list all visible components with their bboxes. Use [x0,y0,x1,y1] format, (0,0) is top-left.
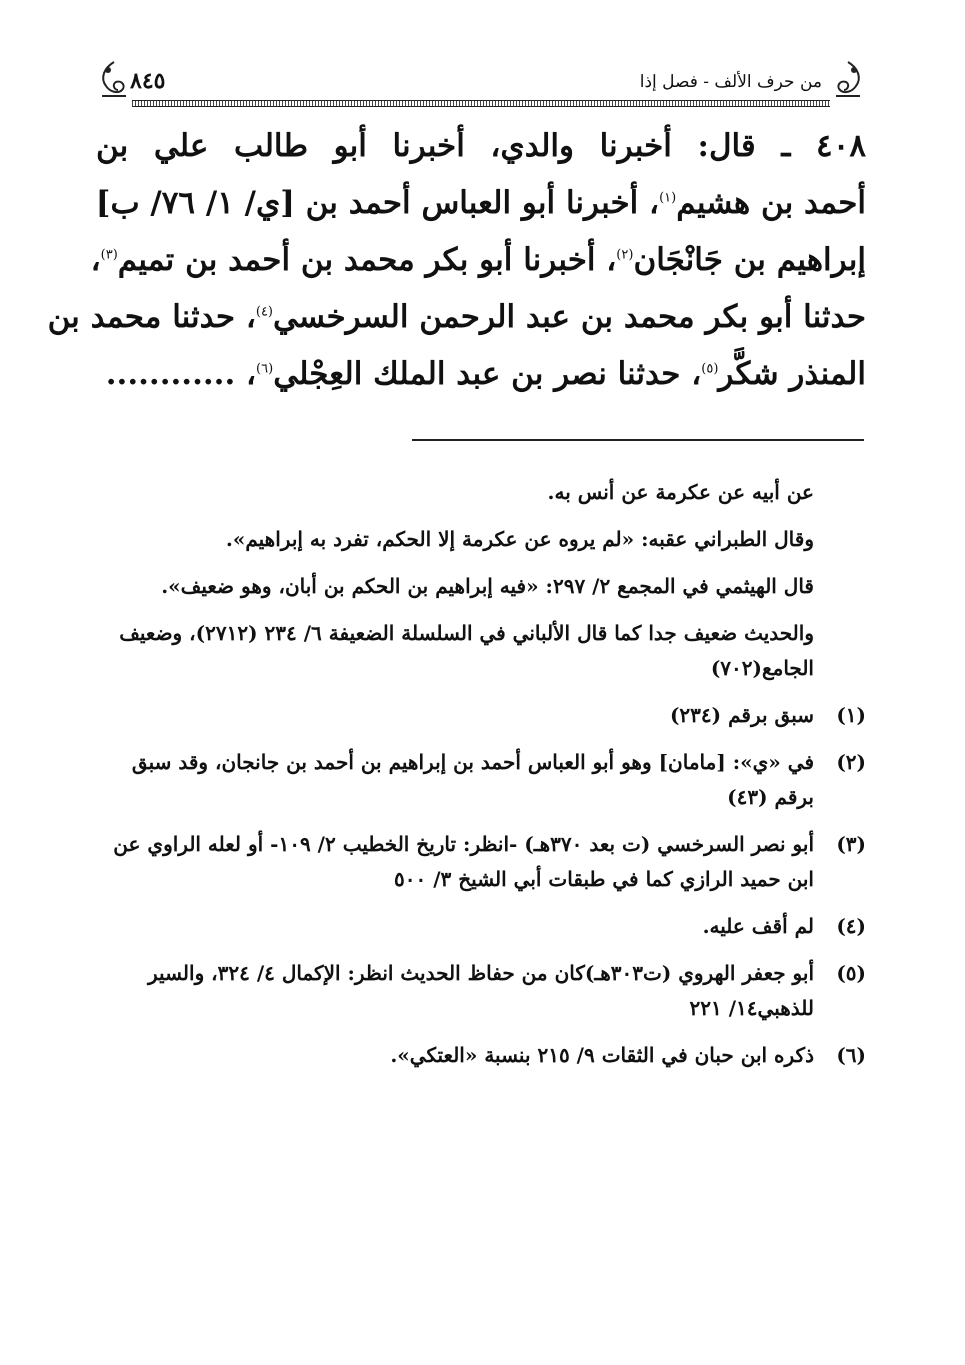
footnote-ref: (٣) [100,247,118,263]
footnote-item [96,956,866,1026]
footnote-continuation [96,475,866,686]
footnote-number: (٢) [836,750,866,774]
footnotes [96,475,866,1085]
footnote-ref: (١) [659,190,677,206]
main-line: إبراهيم بن جَانْجَان$^{(٢)}$، أخبرنا أبو بكر محمد بن أحمد بن تميم$^{(٣)}$، [90,242,866,278]
running-title: من حرف الألف - فصل إذا [639,72,822,92]
header-rule [132,100,830,107]
footnote-item [96,745,866,815]
continuation-paragraph: عن أبيه عن عكرمة عن أنس به. [547,480,814,504]
main-line: أحمد بن هشيم$^{(١)}$، أخبرنا أبو العباس أحمد بن [ي/ ١/ ٧٦/ ب] [95,185,866,221]
footnote-text: ذكره ابن حبان في الثقات ٩/ ٢١٥ بنسبة «العتكي». [390,1043,814,1067]
footnote-ref: (٤) [255,304,273,320]
main-text [47,118,866,403]
continuation-paragraph: قال الهيثمي في المجمع ٢/ ٢٩٧: «فيه إبراهيم بن الحكم بن أبان، وهو ضعيف». [161,574,814,598]
footnote-text: لم أقف عليه. [702,914,814,938]
footnote-text: أبو جعفر الهروي (ت٣٠٣هـ)كان من حفاظ الحديث انظر: الإكمال ٤/ ٣٢٤، والسير للذهبي١٤/ ٢٢١ [148,961,814,1020]
footnote-item [96,1038,866,1073]
footnote-item [96,827,866,897]
footnote-number: (٤) [836,914,866,938]
footnote-number: (٥) [836,961,866,985]
ornament-left-icon [96,60,132,100]
page-number: ٨٤٥ [130,68,166,94]
footnote-ref: (٦) [256,361,274,377]
continuation-paragraph: وقال الطبراني عقبه: «لم يروه عن عكرمة إلا الحكم، تفرد به إبراهيم». [225,527,814,551]
footnote-text: في «ي»: [مامان] وهو أبو العباس أحمد بن إبراهيم بن أحمد بن جانجان، وقد سبق برقم (٤٣) [131,750,814,809]
footnote-item [96,698,866,733]
main-line: حدثنا أبو بكر محمد بن عبد الرحمن السرخسي$^{(٤)}$، حدثنا محمد بن [47,299,866,335]
ornament-right-icon [830,60,866,100]
page-header [96,58,866,106]
footnote-item [96,909,866,944]
continuation-paragraph: والحديث ضعيف جدا كما قال الألباني في السلسلة الضعيفة ٦/ ٢٣٤ (٢٧١٢)، وضعيف الجامع(٧٠٢) [119,621,814,680]
main-line: ٤٠٨ ـ قال: أخبرنا والدي، أخبرنا أبو طالب علي بن [96,128,866,164]
footnote-text: أبو نصر السرخسي (ت بعد ٣٧٠هـ) -انظر: تاريخ الخطيب ٢/ ١٠٩- أو لعله الراوي عن ابن حميد الرازي كما في طبقات أبي الشيخ ٣/ ٥٠٠ [113,832,814,891]
footnote-number: (٦) [836,1043,866,1067]
footnote-ref: (٢) [616,247,634,263]
main-line: المنذر شكَّر$^{(٥)}$، حدثنا نصر بن عبد الملك العِجْلي$^{(٦)}$، ............ [105,356,866,392]
footnote-divider [412,439,864,441]
footnote-text: سبق برقم (٢٣٤) [669,703,814,727]
footnote-ref: (٥) [701,361,719,377]
footnote-number: (١) [836,703,866,727]
footnote-number: (٣) [836,832,866,856]
